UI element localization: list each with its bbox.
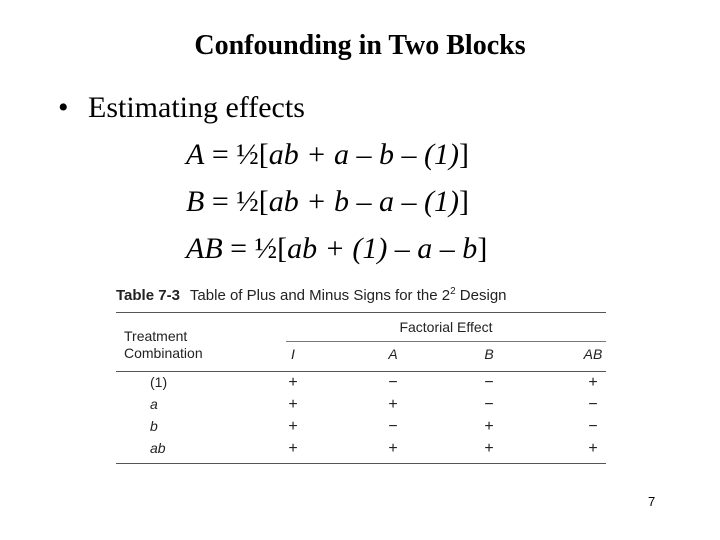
- factorial-effect-header: Factorial Effect: [399, 319, 493, 335]
- bullet-text: Estimating effects: [88, 91, 305, 124]
- table-cell: +: [388, 396, 398, 413]
- table-cell: +: [588, 374, 598, 391]
- table-cell: +: [588, 440, 598, 457]
- table-cell: −: [388, 374, 398, 391]
- table-cell: +: [484, 418, 494, 435]
- equation-b: B = ½[ab + b – a – (1)]: [186, 185, 469, 218]
- column-header: AB: [583, 346, 603, 362]
- bullet-icon: •: [58, 91, 69, 124]
- table-cell: −: [388, 418, 398, 435]
- bullet-item: [58, 91, 305, 125]
- table-cell: −: [484, 374, 494, 391]
- column-header: B: [484, 346, 494, 362]
- equation-a: A = ½[ab + a – b – (1)]: [186, 138, 469, 171]
- row-label: (1): [150, 374, 168, 390]
- table-cell: −: [588, 418, 598, 435]
- row-label: b: [150, 418, 158, 434]
- table-rule-header: [116, 371, 606, 372]
- row-label: a: [150, 396, 158, 412]
- sign-table: [116, 286, 606, 457]
- table-cell: +: [288, 396, 298, 413]
- table-cell: +: [288, 374, 298, 391]
- table-rule-top: [116, 312, 606, 313]
- table-cell: +: [484, 440, 494, 457]
- table-caption: Table 7-3 Table of Plus and Minus Signs for the $2^2$ Design: [116, 286, 507, 304]
- column-header: A: [388, 346, 398, 362]
- table-cell: +: [388, 440, 398, 457]
- table-cell: −: [588, 396, 598, 413]
- row-label: ab: [150, 440, 166, 456]
- table-rule-group: [286, 341, 606, 342]
- table-cell: +: [288, 440, 298, 457]
- table-cell: −: [484, 396, 494, 413]
- column-header: I: [291, 346, 295, 362]
- page-number: 7: [648, 494, 656, 509]
- treatment-combination-header: Treatment Combination: [124, 328, 203, 361]
- table-cell: +: [288, 418, 298, 435]
- equation-ab: AB = ½[ab + (1) – a – b]: [186, 232, 488, 265]
- slide-title: Confounding in Two Blocks: [194, 30, 526, 61]
- table-rule-bottom: [116, 463, 606, 464]
